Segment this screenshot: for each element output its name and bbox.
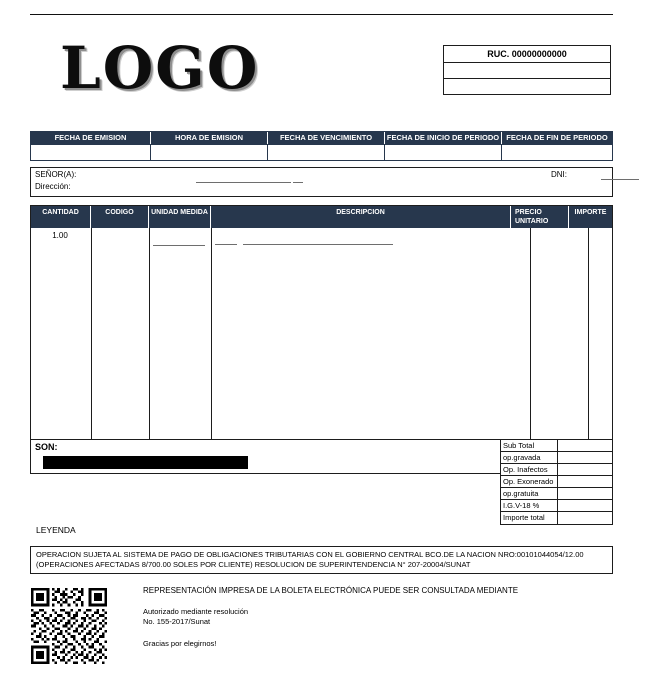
col-importe: IMPORTE bbox=[574, 209, 607, 216]
total-row-subtotal bbox=[501, 440, 612, 452]
footer-auth-line-2: No. 155-2017/Sunat bbox=[143, 617, 211, 626]
value-fecha-fin-periodo bbox=[502, 145, 612, 160]
total-label-op-gratuita: op.gratuita bbox=[501, 488, 558, 499]
total-value-op-exonerado bbox=[558, 476, 612, 487]
client-name-label: SEÑOR(A): bbox=[35, 170, 77, 179]
header-hora-emision: HORA DE EMISION bbox=[151, 132, 268, 144]
period-values-row bbox=[30, 145, 613, 161]
total-value-op-gratuita bbox=[558, 488, 612, 499]
total-row-importe-total bbox=[501, 512, 612, 524]
ruc-number: RUC. 00000000000 bbox=[444, 46, 610, 63]
row-unidad-redaction bbox=[215, 244, 237, 245]
amount-in-words-box bbox=[30, 439, 500, 474]
col-cantidad: CANTIDAD bbox=[31, 206, 91, 228]
total-row-op-gravada bbox=[501, 452, 612, 464]
total-value-subtotal bbox=[558, 440, 612, 451]
client-info-box bbox=[30, 167, 613, 197]
total-row-op-exonerado bbox=[501, 476, 612, 488]
total-value-op-gravada bbox=[558, 452, 612, 463]
header-fecha-emision: FECHA DE EMISION bbox=[31, 132, 151, 144]
items-table-body bbox=[31, 228, 612, 439]
total-row-op-gratuita bbox=[501, 488, 612, 500]
header-fecha-vencimiento: FECHA DE VENCIMIENTO bbox=[268, 132, 385, 144]
total-label-igv: I.G.V-18 % bbox=[501, 500, 558, 511]
header-fecha-fin-periodo: FECHA DE FIN DE PERIODO bbox=[506, 133, 608, 142]
ruc-box bbox=[443, 45, 611, 95]
col-descripcion: DESCRIPCION bbox=[211, 206, 511, 228]
logo-text: LOGO bbox=[60, 34, 260, 102]
column-divider-2 bbox=[149, 228, 150, 439]
total-value-igv bbox=[558, 500, 612, 511]
col-precio-unitario-line2: UNITARIO bbox=[515, 218, 549, 225]
top-divider bbox=[30, 14, 613, 15]
row-descripcion-redaction bbox=[243, 244, 393, 245]
total-value-op-inafectos bbox=[558, 464, 612, 475]
total-label-importe-total: Importe total bbox=[501, 512, 558, 524]
column-divider-5 bbox=[588, 228, 589, 439]
leyenda-line-1: OPERACION SUJETA AL SISTEMA DE PAGO DE OBLIGACIONES TRIBUTARIAS CON EL GOBIERNO CENTRAL BCO.DE LA NACION NRO:00101044054/12.00 bbox=[36, 550, 584, 559]
leyenda-title: LEYENDA bbox=[36, 525, 76, 535]
col-codigo: CODIGO bbox=[91, 206, 149, 228]
leyenda-box bbox=[30, 546, 613, 574]
footer-auth-line-1: Autorizado mediante resolución bbox=[143, 607, 249, 616]
row-cantidad-value: 1.00 bbox=[52, 231, 68, 240]
company-logo bbox=[60, 34, 340, 102]
total-label-op-inafectos: Op. Inafectos bbox=[501, 464, 558, 475]
total-label-subtotal: Sub Total bbox=[501, 440, 558, 451]
period-header-row bbox=[30, 131, 613, 145]
total-label-op-exonerado: Op. Exonerado bbox=[501, 476, 558, 487]
col-precio-unitario bbox=[511, 206, 569, 228]
total-row-op-inafectos bbox=[501, 464, 612, 476]
leyenda-line-2: (OPERACIONES AFECTADAS 8/700.00 SOLES POR CLIENTE) RESOLUCION DE SUPERINTENDENCIA N° 207-20004/SUNAT bbox=[36, 560, 471, 569]
total-row-igv bbox=[501, 500, 612, 512]
total-value-importe-total bbox=[558, 512, 612, 524]
client-address-redaction-2 bbox=[293, 182, 303, 183]
header-fecha-inicio-periodo: FECHA DE INICIO DE PERIODO bbox=[385, 132, 502, 144]
value-hora-emision bbox=[151, 145, 268, 160]
value-fecha-emision bbox=[31, 145, 151, 160]
son-value-redaction bbox=[43, 456, 248, 469]
footer-block bbox=[143, 586, 603, 648]
col-precio-unitario-line1: PRECIO bbox=[515, 209, 542, 216]
client-address-redaction bbox=[196, 182, 291, 183]
value-fecha-inicio-periodo bbox=[385, 145, 502, 160]
total-label-op-gravada: op.gravada bbox=[501, 452, 558, 463]
value-fecha-vencimiento bbox=[268, 145, 385, 160]
qr-code-icon bbox=[31, 588, 107, 664]
col-unidad-medida: UNIDAD MEDIDA bbox=[149, 206, 211, 228]
footer-thanks: Gracias por elegirnos! bbox=[143, 639, 217, 648]
column-divider-1 bbox=[91, 228, 92, 439]
items-table-header bbox=[31, 206, 612, 228]
column-divider-4 bbox=[530, 228, 531, 439]
client-dni-label: DNI: bbox=[551, 170, 567, 179]
row-codigo-redaction bbox=[153, 245, 205, 246]
ruc-doc-type bbox=[444, 63, 610, 79]
totals-table bbox=[500, 439, 613, 525]
ruc-doc-number bbox=[444, 79, 610, 94]
column-divider-3 bbox=[211, 228, 212, 439]
items-table bbox=[30, 205, 613, 440]
footer-representation: REPRESENTACIÓN IMPRESA DE LA BOLETA ELECTRÓNICA PUEDE SER CONSULTADA MEDIANTE bbox=[143, 586, 519, 595]
client-dni-redaction bbox=[601, 179, 639, 180]
client-address-label: Dirección: bbox=[35, 182, 71, 191]
son-label: SON: bbox=[35, 442, 58, 452]
